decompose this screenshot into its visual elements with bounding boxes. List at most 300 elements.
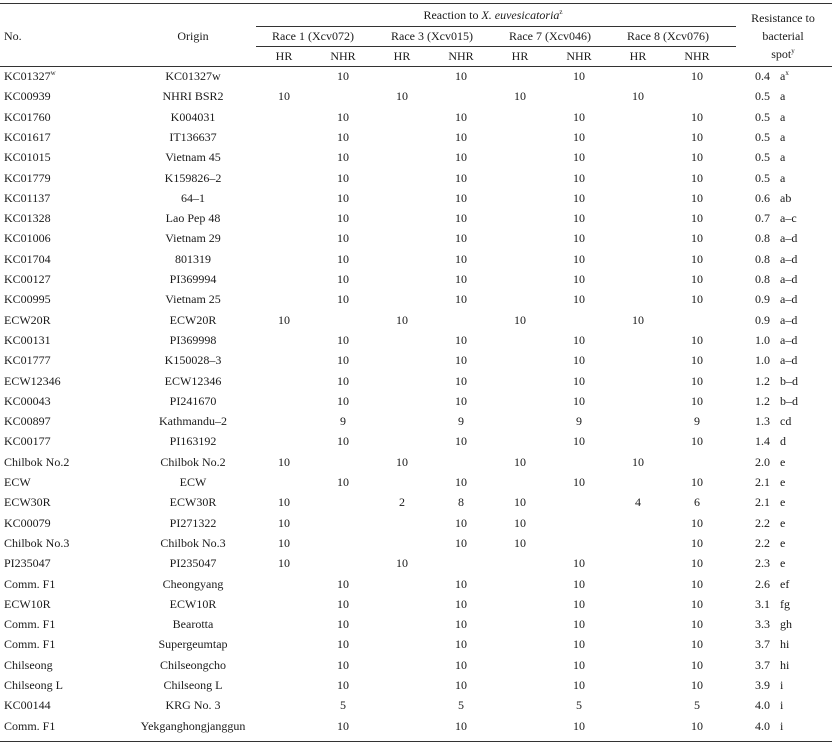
table-row bbox=[0, 516, 832, 532]
cell-origin: Lao Pep 48 bbox=[165, 211, 221, 225]
cell-score: 3.1 bbox=[755, 597, 770, 611]
cell-reaction-value: 10 bbox=[691, 69, 703, 83]
cell-reaction-value: 10 bbox=[337, 69, 349, 83]
table-row bbox=[0, 658, 832, 674]
cell-reaction-value: 10 bbox=[691, 292, 703, 306]
header-race-1: Race 1 (Xcv072) bbox=[272, 29, 354, 43]
cell-reaction-value: 10 bbox=[278, 516, 290, 530]
cell-score: 3.7 bbox=[755, 658, 770, 672]
cell-reaction-value: 10 bbox=[337, 252, 349, 266]
cell-origin: Supergeumtap bbox=[158, 637, 228, 651]
table-row bbox=[0, 394, 832, 410]
cell-no-text: Chilseong L bbox=[4, 678, 63, 692]
cell-no bbox=[4, 577, 55, 591]
cell-origin: PI271322 bbox=[169, 516, 217, 530]
cell-origin: K004031 bbox=[170, 110, 216, 124]
cell-reaction-value: 10 bbox=[573, 719, 585, 733]
cell-group bbox=[780, 678, 783, 692]
cell-group-text: a–d bbox=[780, 313, 798, 327]
cell-reaction-value: 10 bbox=[278, 495, 290, 509]
cell-reaction-value: 10 bbox=[691, 475, 703, 489]
cell-reaction-value: 10 bbox=[691, 658, 703, 672]
cell-group bbox=[780, 69, 789, 83]
footnote-mark: x bbox=[785, 69, 789, 77]
cell-reaction-value: 6 bbox=[694, 495, 700, 509]
cell-reaction-value: 10 bbox=[278, 536, 290, 550]
cell-group bbox=[780, 292, 797, 306]
cell-reaction-value: 5 bbox=[458, 698, 464, 712]
cell-reaction-value: 10 bbox=[337, 333, 349, 347]
cell-reaction-value: 10 bbox=[514, 455, 526, 469]
cell-reaction-value: 10 bbox=[455, 719, 467, 733]
cell-no bbox=[4, 333, 51, 347]
cell-group bbox=[780, 617, 792, 631]
cell-reaction-value: 5 bbox=[340, 698, 346, 712]
cell-origin: K159826–2 bbox=[164, 171, 222, 185]
cell-reaction-value: 10 bbox=[278, 455, 290, 469]
cell-no-text: KC01704 bbox=[4, 252, 51, 266]
cell-no bbox=[4, 231, 51, 245]
cell-reaction-value: 10 bbox=[337, 597, 349, 611]
cell-no-text: KC00939 bbox=[4, 89, 51, 103]
cell-group bbox=[780, 394, 798, 408]
cell-reaction-value: 10 bbox=[337, 231, 349, 245]
cell-score: 2.1 bbox=[755, 495, 770, 509]
cell-score: 2.0 bbox=[755, 455, 770, 469]
cell-reaction-value: 10 bbox=[573, 577, 585, 591]
table-row bbox=[0, 252, 832, 268]
cell-group-text: b–d bbox=[780, 374, 798, 388]
table-row bbox=[0, 211, 832, 227]
cell-origin: Kathmandu–2 bbox=[159, 414, 227, 428]
cell-reaction-value: 10 bbox=[455, 597, 467, 611]
cell-group-text: a–d bbox=[780, 333, 798, 347]
cell-origin: Bearotta bbox=[172, 617, 214, 631]
cell-reaction-value: 10 bbox=[573, 556, 585, 570]
cell-no bbox=[4, 374, 61, 388]
cell-no-text: KC00144 bbox=[4, 698, 51, 712]
cell-reaction-value: 10 bbox=[691, 536, 703, 550]
cell-group-text: a bbox=[780, 150, 786, 164]
cell-no-text: KC01327 bbox=[4, 69, 51, 83]
cell-group-text: a–d bbox=[780, 292, 798, 306]
cell-no bbox=[4, 150, 51, 164]
cell-score: 1.3 bbox=[755, 414, 770, 428]
cell-reaction-value: 10 bbox=[514, 313, 526, 327]
table-row bbox=[0, 678, 832, 694]
cell-reaction-value: 10 bbox=[573, 272, 585, 286]
cell-reaction-value: 10 bbox=[455, 516, 467, 530]
cell-reaction-value: 10 bbox=[396, 313, 408, 327]
cell-score: 0.4 bbox=[755, 69, 770, 83]
cell-origin: 801319 bbox=[175, 252, 211, 266]
cell-score: 0.9 bbox=[755, 292, 770, 306]
cell-reaction-value: 10 bbox=[337, 678, 349, 692]
cell-reaction-value: 8 bbox=[458, 495, 464, 509]
cell-reaction-value: 10 bbox=[691, 719, 703, 733]
cell-group bbox=[780, 637, 789, 651]
cell-no bbox=[4, 434, 51, 448]
cell-reaction-value: 10 bbox=[455, 374, 467, 388]
cell-reaction-value: 10 bbox=[337, 211, 349, 225]
cell-reaction-value: 9 bbox=[340, 414, 346, 428]
cell-reaction-value: 10 bbox=[337, 150, 349, 164]
cell-reaction-value: 10 bbox=[455, 536, 467, 550]
cell-reaction-value: 10 bbox=[691, 597, 703, 611]
cell-origin: PI369994 bbox=[169, 272, 217, 286]
cell-group-text: a bbox=[780, 110, 786, 124]
cell-group bbox=[780, 495, 785, 509]
cell-group bbox=[780, 536, 785, 550]
table-row bbox=[0, 89, 832, 105]
cell-no-text: KC00079 bbox=[4, 516, 51, 530]
cell-reaction-value: 10 bbox=[691, 252, 703, 266]
cell-group bbox=[780, 556, 785, 570]
cell-group-text: ef bbox=[780, 577, 790, 591]
cell-reaction-value: 10 bbox=[455, 617, 467, 631]
cell-group bbox=[780, 231, 797, 245]
cell-group-text: fg bbox=[780, 597, 790, 611]
cell-group-text: ab bbox=[780, 191, 792, 205]
cell-score: 0.8 bbox=[755, 252, 770, 266]
cell-group bbox=[780, 455, 785, 469]
cell-no bbox=[4, 171, 51, 185]
cell-score: 1.4 bbox=[755, 434, 770, 448]
cell-group-text: a bbox=[780, 69, 786, 83]
cell-reaction-value: 10 bbox=[573, 191, 585, 205]
cell-reaction-value: 10 bbox=[691, 333, 703, 347]
cell-no-text: Comm. F1 bbox=[4, 637, 56, 651]
cell-reaction-value: 10 bbox=[455, 678, 467, 692]
cell-origin: Cheongyang bbox=[162, 577, 224, 591]
cell-group bbox=[780, 171, 785, 185]
cell-group-text: i bbox=[780, 719, 784, 733]
cell-no-text: KC01015 bbox=[4, 150, 51, 164]
cell-no-text: Comm. F1 bbox=[4, 617, 56, 631]
cell-no bbox=[4, 69, 56, 83]
cell-score: 1.0 bbox=[755, 333, 770, 347]
cell-no bbox=[4, 394, 51, 408]
cell-score: 3.3 bbox=[755, 617, 770, 631]
cell-no-text: KC01328 bbox=[4, 211, 51, 225]
cell-score: 0.8 bbox=[755, 231, 770, 245]
table-row bbox=[0, 313, 832, 329]
cell-score: 3.9 bbox=[755, 678, 770, 692]
cell-no bbox=[4, 495, 51, 509]
cell-no-text: KC01137 bbox=[4, 191, 51, 205]
cell-origin: Chilbok No.2 bbox=[160, 455, 226, 469]
cell-score: 2.2 bbox=[755, 536, 770, 550]
cell-reaction-value: 5 bbox=[576, 698, 582, 712]
cell-reaction-value: 10 bbox=[278, 313, 290, 327]
cell-reaction-value: 10 bbox=[573, 130, 585, 144]
cell-reaction-value: 10 bbox=[573, 658, 585, 672]
cell-reaction-value: 10 bbox=[455, 637, 467, 651]
cell-origin: KRG No. 3 bbox=[165, 698, 221, 712]
cell-group bbox=[780, 191, 791, 205]
cell-origin: 64–1 bbox=[181, 191, 205, 205]
cell-no bbox=[4, 313, 51, 327]
cell-reaction-value: 10 bbox=[455, 353, 467, 367]
cell-reaction-value: 10 bbox=[573, 292, 585, 306]
cell-reaction-value: 10 bbox=[632, 89, 644, 103]
header-race-3: Race 3 (Xcv015) bbox=[391, 29, 473, 43]
cell-reaction-value: 10 bbox=[691, 556, 703, 570]
cell-no-text: ECW30R bbox=[4, 495, 51, 509]
cell-origin: Vietnam 29 bbox=[165, 231, 221, 245]
table-row bbox=[0, 333, 832, 349]
cell-origin: Chilbok No.3 bbox=[160, 536, 226, 550]
cell-group-text: a bbox=[780, 130, 786, 144]
cell-origin: ECW12346 bbox=[164, 374, 222, 388]
cell-reaction-value: 10 bbox=[573, 252, 585, 266]
cell-score: 2.2 bbox=[755, 516, 770, 530]
cell-reaction-value: 10 bbox=[573, 394, 585, 408]
cell-origin: ECW30R bbox=[169, 495, 217, 509]
cell-group bbox=[780, 130, 785, 144]
header-hr-1: HR bbox=[275, 49, 293, 63]
cell-reaction-value: 10 bbox=[455, 69, 467, 83]
cell-score: 0.5 bbox=[755, 171, 770, 185]
cell-reaction-value: 2 bbox=[399, 495, 405, 509]
cell-reaction-value: 9 bbox=[458, 414, 464, 428]
cell-reaction-value: 10 bbox=[337, 658, 349, 672]
cell-score: 2.6 bbox=[755, 577, 770, 591]
table-row bbox=[0, 292, 832, 308]
cell-score: 1.2 bbox=[755, 374, 770, 388]
table-row bbox=[0, 130, 832, 146]
header-race-7: Race 7 (Xcv046) bbox=[509, 29, 591, 43]
cell-reaction-value: 10 bbox=[632, 455, 644, 469]
cell-reaction-value: 10 bbox=[573, 678, 585, 692]
cell-reaction-value: 10 bbox=[691, 171, 703, 185]
cell-group bbox=[780, 516, 785, 530]
cell-group-text: e bbox=[780, 556, 786, 570]
cell-group-text: e bbox=[780, 495, 786, 509]
cell-origin: Chilseong L bbox=[163, 678, 223, 692]
cell-reaction-value: 10 bbox=[337, 130, 349, 144]
header-no: No. bbox=[4, 29, 22, 43]
table-row bbox=[0, 698, 832, 714]
race-sub-rule bbox=[256, 46, 736, 47]
cell-score: 0.5 bbox=[755, 110, 770, 124]
cell-reaction-value: 10 bbox=[691, 394, 703, 408]
cell-reaction-value: 10 bbox=[455, 658, 467, 672]
cell-reaction-value: 9 bbox=[694, 414, 700, 428]
header-reaction: Reaction to X. euvesicatoria$^z$ bbox=[423, 8, 563, 22]
cell-no-text: KC01779 bbox=[4, 171, 51, 185]
cell-reaction-value: 10 bbox=[337, 719, 349, 733]
cell-reaction-value: 10 bbox=[573, 637, 585, 651]
header-nhr-3: NHR bbox=[448, 49, 474, 63]
cell-group-text: gh bbox=[780, 617, 792, 631]
cell-no-text: PI235047 bbox=[4, 556, 51, 570]
race-group-rule bbox=[256, 26, 736, 27]
cell-reaction-value: 10 bbox=[691, 191, 703, 205]
top-rule bbox=[0, 3, 832, 4]
table-row bbox=[0, 414, 832, 430]
cell-reaction-value: 10 bbox=[455, 211, 467, 225]
cell-reaction-value: 10 bbox=[691, 211, 703, 225]
cell-reaction-value: 10 bbox=[691, 617, 703, 631]
footnote-mark: w bbox=[50, 69, 56, 77]
cell-group bbox=[780, 89, 785, 103]
cell-group-text: i bbox=[780, 678, 784, 692]
cell-reaction-value: 10 bbox=[691, 231, 703, 245]
cell-reaction-value: 10 bbox=[691, 637, 703, 651]
cell-score: 0.5 bbox=[755, 89, 770, 103]
cell-no-text: KC00043 bbox=[4, 394, 51, 408]
cell-reaction-value: 10 bbox=[455, 110, 467, 124]
cell-score: 4.0 bbox=[755, 698, 770, 712]
cell-score: 0.8 bbox=[755, 272, 770, 286]
cell-origin: PI369998 bbox=[169, 333, 217, 347]
cell-origin: Vietnam 45 bbox=[165, 150, 221, 164]
cell-group bbox=[780, 597, 790, 611]
cell-group-text: a–d bbox=[780, 272, 798, 286]
cell-no bbox=[4, 292, 51, 306]
cell-reaction-value: 10 bbox=[573, 374, 585, 388]
cell-reaction-value: 10 bbox=[337, 617, 349, 631]
cell-reaction-value: 10 bbox=[455, 434, 467, 448]
cell-origin: Yekganghongjanggun bbox=[140, 719, 246, 733]
cell-reaction-value: 10 bbox=[691, 434, 703, 448]
cell-no bbox=[4, 110, 51, 124]
cell-score: 0.5 bbox=[755, 130, 770, 144]
header-resistance-1: Resistance to bbox=[751, 11, 815, 25]
cell-no-text: KC01760 bbox=[4, 110, 51, 124]
cell-reaction-value: 10 bbox=[337, 577, 349, 591]
cell-no-text: KC01777 bbox=[4, 353, 51, 367]
cell-reaction-value: 10 bbox=[337, 272, 349, 286]
cell-reaction-value: 10 bbox=[455, 252, 467, 266]
header-nhr-1: NHR bbox=[330, 49, 356, 63]
cell-no-text: ECW10R bbox=[4, 597, 51, 611]
cell-reaction-value: 5 bbox=[694, 698, 700, 712]
cell-reaction-value: 4 bbox=[635, 495, 641, 509]
cell-no bbox=[4, 272, 51, 286]
cell-no bbox=[4, 211, 51, 225]
cell-reaction-value: 10 bbox=[337, 475, 349, 489]
cell-origin: PI241670 bbox=[169, 394, 217, 408]
table-row bbox=[0, 353, 832, 369]
table-row bbox=[0, 617, 832, 633]
cell-no-text: KC00995 bbox=[4, 292, 51, 306]
table-row bbox=[0, 171, 832, 187]
cell-reaction-value: 10 bbox=[691, 130, 703, 144]
cell-no bbox=[4, 455, 69, 469]
cell-reaction-value: 10 bbox=[691, 374, 703, 388]
cell-group bbox=[780, 150, 785, 164]
cell-reaction-value: 10 bbox=[514, 536, 526, 550]
table-row bbox=[0, 231, 832, 247]
cell-reaction-value: 10 bbox=[455, 130, 467, 144]
cell-origin: ECW20R bbox=[169, 313, 217, 327]
cell-no bbox=[4, 719, 55, 733]
cell-reaction-value: 10 bbox=[337, 191, 349, 205]
cell-score: 0.6 bbox=[755, 191, 770, 205]
cell-reaction-value: 10 bbox=[337, 394, 349, 408]
cell-score: 4.0 bbox=[755, 719, 770, 733]
cell-group-text: e bbox=[780, 536, 786, 550]
cell-no bbox=[4, 252, 51, 266]
cell-origin: Vietnam 25 bbox=[165, 292, 221, 306]
cell-reaction-value: 9 bbox=[576, 414, 582, 428]
cell-origin: IT136637 bbox=[169, 130, 217, 144]
cell-reaction-value: 10 bbox=[396, 455, 408, 469]
table-row bbox=[0, 495, 832, 511]
table-row bbox=[0, 597, 832, 613]
cell-no bbox=[4, 698, 51, 712]
cell-no-text: ECW bbox=[4, 475, 31, 489]
cell-reaction-value: 10 bbox=[396, 556, 408, 570]
table-row bbox=[0, 577, 832, 593]
cell-reaction-value: 10 bbox=[337, 374, 349, 388]
cell-origin: KC01327w bbox=[165, 69, 221, 83]
cell-reaction-value: 10 bbox=[573, 434, 585, 448]
header-nhr-7: NHR bbox=[566, 49, 592, 63]
cell-group bbox=[780, 698, 783, 712]
cell-reaction-value: 10 bbox=[691, 272, 703, 286]
cell-reaction-value: 10 bbox=[691, 110, 703, 124]
cell-group-text: a bbox=[780, 171, 786, 185]
cell-no-text: Chilseong bbox=[4, 658, 53, 672]
header-nhr-8: NHR bbox=[684, 49, 710, 63]
cell-group-text: hi bbox=[780, 658, 790, 672]
cell-no bbox=[4, 658, 53, 672]
cell-no bbox=[4, 597, 51, 611]
cell-origin: NHRI BSR2 bbox=[162, 89, 224, 103]
header-hr-7: HR bbox=[511, 49, 529, 63]
cell-reaction-value: 10 bbox=[573, 231, 585, 245]
cell-reaction-value: 10 bbox=[455, 333, 467, 347]
cell-group-text: a–d bbox=[780, 353, 798, 367]
table-row bbox=[0, 719, 832, 735]
cell-no-text: Chilbok No.3 bbox=[4, 536, 70, 550]
cell-no-text: ECW12346 bbox=[4, 374, 61, 388]
cell-no-text: Chilbok No.2 bbox=[4, 455, 70, 469]
cell-group-text: a–d bbox=[780, 252, 798, 266]
table-row bbox=[0, 475, 832, 491]
cell-reaction-value: 10 bbox=[691, 678, 703, 692]
cell-score: 2.1 bbox=[755, 475, 770, 489]
cell-reaction-value: 10 bbox=[455, 292, 467, 306]
cell-no bbox=[4, 191, 50, 205]
cell-no-text: KC00131 bbox=[4, 333, 51, 347]
cell-reaction-value: 10 bbox=[573, 353, 585, 367]
cell-group bbox=[780, 719, 783, 733]
cell-group-text: b–d bbox=[780, 394, 798, 408]
cell-group bbox=[780, 252, 797, 266]
cell-score: 1.0 bbox=[755, 353, 770, 367]
cell-reaction-value: 10 bbox=[455, 231, 467, 245]
cell-reaction-value: 10 bbox=[573, 475, 585, 489]
cell-reaction-value: 10 bbox=[573, 211, 585, 225]
cell-group bbox=[780, 353, 797, 367]
cell-origin: PI235047 bbox=[169, 556, 217, 570]
cell-reaction-value: 10 bbox=[396, 89, 408, 103]
cell-group-text: e bbox=[780, 455, 786, 469]
header-hr-8: HR bbox=[629, 49, 647, 63]
cell-no bbox=[4, 414, 51, 428]
cell-no bbox=[4, 516, 51, 530]
cell-group bbox=[780, 577, 789, 591]
cell-reaction-value: 10 bbox=[455, 191, 467, 205]
table-row bbox=[0, 556, 832, 572]
header-race-8: Race 8 (Xcv076) bbox=[627, 29, 709, 43]
cell-group bbox=[780, 272, 797, 286]
cell-reaction-value: 10 bbox=[278, 89, 290, 103]
